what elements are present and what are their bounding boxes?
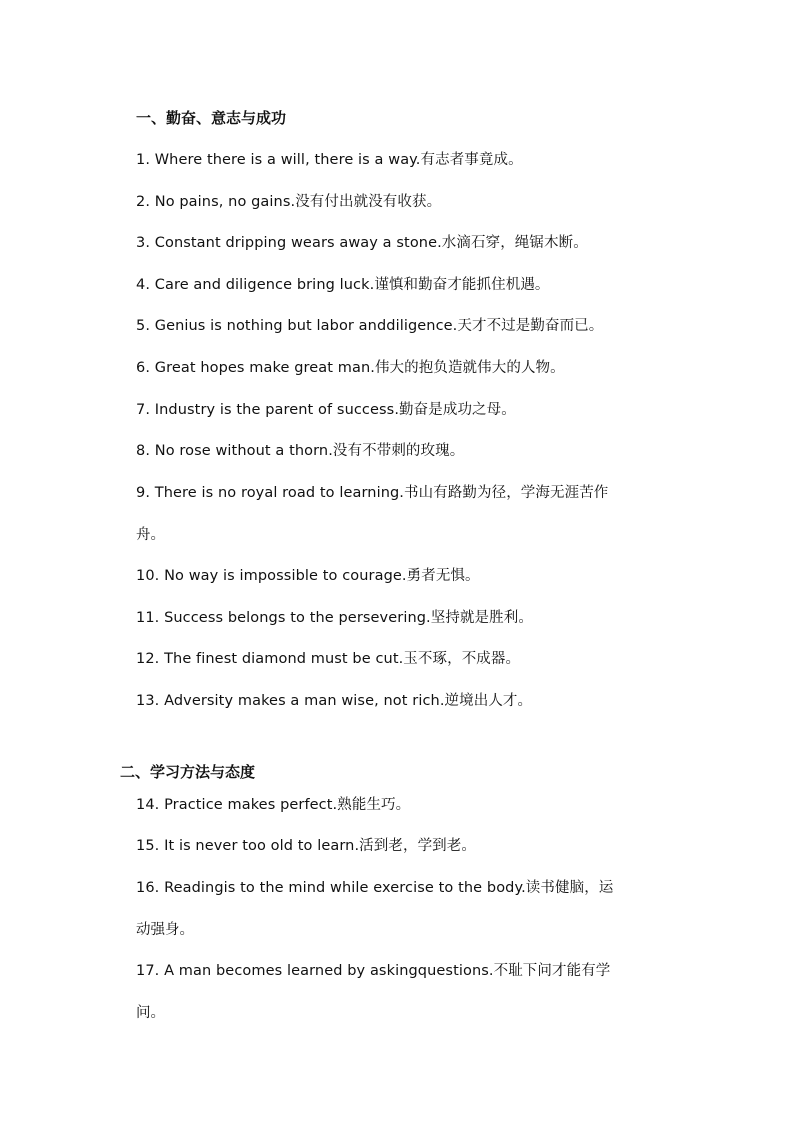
proverb-line-4: 4. Care and diligence bring luck.谨慎和勤奋才能抓住机遇。 (136, 277, 550, 293)
proverb-line-11: 11. Success belongs to the persevering.坚持就是胜利。 (136, 610, 533, 626)
section-heading-diligence: 一、勤奋、意志与成功 (136, 109, 287, 127)
proverb-line-1: 1. Where there is a will, there is a way.有志者事竟成。 (136, 152, 523, 168)
proverb-line-7: 7. Industry is the parent of success.勤奋是成功之母。 (136, 402, 516, 418)
proverb-line-16-continued: 动强身。 (136, 922, 194, 938)
proverb-line-10: 10. No way is impossible to courage.勇者无惧。 (136, 568, 480, 584)
proverb-line-17: 17. A man becomes learned by askingquestions.不耻下问才能有学 (136, 963, 611, 979)
section-heading-study-methods: 二、学习方法与态度 (120, 763, 256, 781)
proverb-line-14: 14. Practice makes perfect.熟能生巧。 (136, 797, 411, 813)
proverb-line-6: 6. Great hopes make great man.伟大的抱负造就伟大的人物。 (136, 360, 565, 376)
proverb-line-13: 13. Adversity makes a man wise, not rich.逆境出人才。 (136, 693, 533, 709)
proverb-line-12: 12. The finest diamond must be cut.玉不琢，不成器。 (136, 651, 521, 667)
proverb-line-2: 2. No pains, no gains.没有付出就没有收获。 (136, 194, 442, 210)
proverb-line-9-continued: 舟。 (136, 527, 165, 543)
proverb-line-16: 16. Readingis to the mind while exercise to the body.读书健脑，运 (136, 880, 614, 896)
proverb-line-3: 3. Constant dripping wears away a stone.水滴石穿，绳锯木断。 (136, 235, 588, 251)
proverb-line-17-continued: 问。 (136, 1005, 165, 1021)
proverb-line-5: 5. Genius is nothing but labor anddiligence.天才不过是勤奋而已。 (136, 318, 604, 334)
proverb-line-15: 15. It is never too old to learn.活到老，学到老。 (136, 838, 476, 854)
proverb-line-9: 9. There is no royal road to learning.书山有路勤为径，学海无涯苦作 (136, 485, 609, 501)
proverb-line-8: 8. No rose without a thorn.没有不带刺的玫瑰。 (136, 443, 465, 459)
